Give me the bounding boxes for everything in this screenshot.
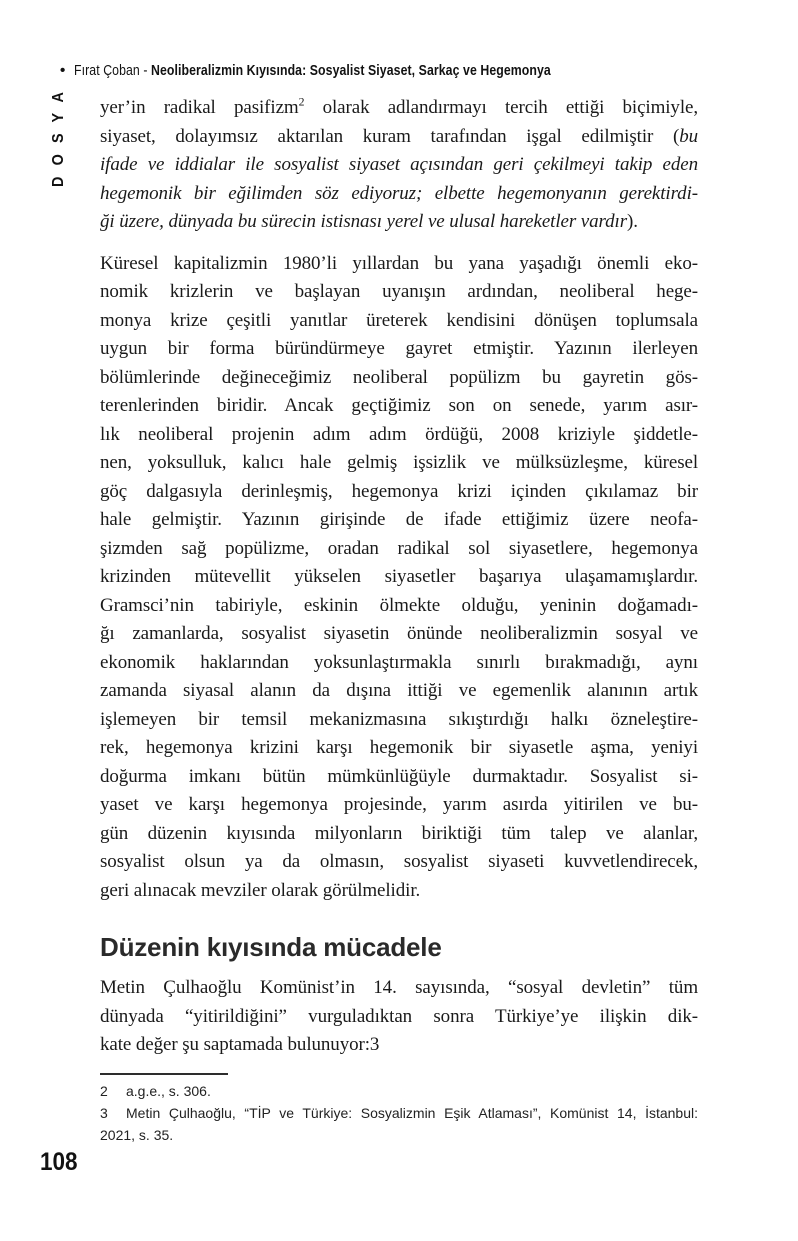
text-line: monya krize çeşitli yanıtlar üreterek kendisini dönüşen toplumsala	[100, 309, 698, 331]
text-line: şizmden sağ popülizme, oradan radikal sol siyasetlere, hegemonya	[100, 537, 698, 559]
text-line: kate değer şu saptamada bulunuyor:3	[100, 1034, 380, 1055]
footnote-line	[100, 1102, 698, 1124]
text-line: Metin Çulhaoğlu Komünist’in 14. sayısında, “sosyal devletin” tüm	[100, 977, 698, 998]
text-line: nomik krizlerin ve başlayan uyanışın ardından, neoliberal hege-	[100, 281, 698, 302]
text-line: gün düzenin kıyısında milyonların biriktiği tüm talep ve alanlar,	[100, 822, 698, 844]
text-line: terenlerinden biridir. Ancak geçtiğimiz son on senede, yarım asır-	[100, 395, 698, 416]
text-line: siyaset, dolayımsız aktarılan kuram tarafından işgal edilmiştir (bu	[100, 125, 698, 147]
author-name: Fırat Çoban	[74, 62, 141, 79]
section-heading: Düzenin kıyısında mücadele	[100, 932, 442, 962]
text-line: ğı zamanlarda, sosyalist siyasetin önünde neoliberalizmin sosyal ve	[100, 623, 698, 644]
bullet-icon: •	[60, 62, 66, 79]
text-line: sosyalist olsun ya da olmasın, sosyalist siyaseti kuvvetlendirecek,	[100, 851, 698, 872]
footnote-text: 2021, s. 35.	[100, 1126, 174, 1143]
text-line: geri alınacak mevziler olarak görülmelidir.	[100, 879, 421, 901]
text-line: uygun bir forma büründürmeye gayret etmiştir. Yazının ilerleyen	[100, 338, 698, 359]
footnote-number: 3	[100, 1104, 108, 1121]
article-title: Neoliberalizmin Kıyısında: Sosyalist Siyaset, Sarkaç ve Hegemonya	[151, 62, 552, 79]
text-line: zamanda siyasal alanın da dışına ittiği ve egemenlik alanının artık	[100, 680, 698, 701]
text-line: Küresel kapitalizmin 1980’li yıllardan bu yana yaşadığı önemli eko-	[100, 252, 698, 274]
text-line: lık neoliberal projenin adım adım ördüğü, 2008 kriziyle şiddetle-	[100, 423, 698, 445]
text-line: yaset ve karşı hegemonya projesinde, yarım asırda yitirilen ve bu-	[100, 794, 698, 815]
footnote-divider	[100, 1073, 228, 1075]
text-line: rek, hegemonya krizini karşı hegemonik bir siyasetle aşma, yeniyi	[100, 737, 698, 758]
body-text	[100, 94, 698, 1146]
text-line: dünyada “yitirildiğini” vurguladıktan sonra Türkiye’ye ilişkin dik-	[100, 1005, 698, 1027]
paragraph	[100, 250, 698, 906]
running-header	[60, 62, 656, 80]
text-line: ekonomik haklarından yoksunlaştırmakla sınırlı bırakmadığı, aynı	[100, 651, 698, 673]
footnote-line	[100, 1124, 698, 1146]
text-line: işlemeyen bir temsil mekanizmasına sıkıştırdığı halkı özneleştire-	[100, 708, 698, 730]
section-side-label: D O S Y A	[50, 88, 67, 187]
page-number: 108	[40, 1148, 78, 1176]
text-line: göç dalgasıyla derinleşmiş, hegemonya krizi içinden çıkılamaz bir	[100, 480, 698, 502]
footnote-text: a.g.e., s. 306.	[126, 1082, 211, 1099]
footnote-line	[100, 1080, 698, 1102]
footnote-number: 2	[100, 1082, 108, 1099]
text-line: krizinden mütevellit yükselen siyasetler başarıya ulaşamamışlardır.	[100, 566, 698, 587]
text-line: hegemonik bir eğilimden söz ediyoruz; elbette hegemonyanın gerektirdi-	[100, 182, 698, 204]
text-line: ği üzere, dünyada bu sürecin istisnası yerel ve ulusal hareketler vardır).	[100, 211, 638, 232]
text-line: ifade ve iddialar ile sosyalist siyaset açısından geri çekilmeyi takip eden	[100, 154, 698, 175]
footnote-reference: 2	[298, 95, 305, 109]
footnote-text: Metin Çulhaoğlu, “TİP ve Türkiye: Sosyalizmin Eşik Atlaması”, Komünist 14, İstanbul:	[126, 1104, 698, 1121]
text-line: Gramsci’nin tabiriyle, eskinin ölmekte olduğu, yeninin doğamadı-	[100, 594, 698, 616]
running-header-text	[74, 62, 551, 80]
paragraph	[100, 974, 698, 1060]
header-separator: -	[140, 62, 152, 79]
text-line: yer’in radikal pasifizm$^2$ olarak adlandırmayı tercih ettiği biçimiyle,	[100, 95, 698, 118]
text-line: bölümlerinde değineceğimiz neoliberal popülizm bu gayretin gös-	[100, 366, 698, 388]
paragraph	[100, 94, 698, 237]
text-line: hale gelmiştir. Yazının girişinde de ifade ettiğimiz üzere neofa-	[100, 509, 698, 530]
text-line: doğurma imkanı bütün mümkünlüğüyle durmaktadır. Sosyalist si-	[100, 765, 698, 787]
text-line: nen, yoksulluk, kalıcı hale gelmiş işsizlik ve mülksüzleşme, küresel	[100, 452, 698, 473]
footnotes	[100, 1073, 698, 1146]
